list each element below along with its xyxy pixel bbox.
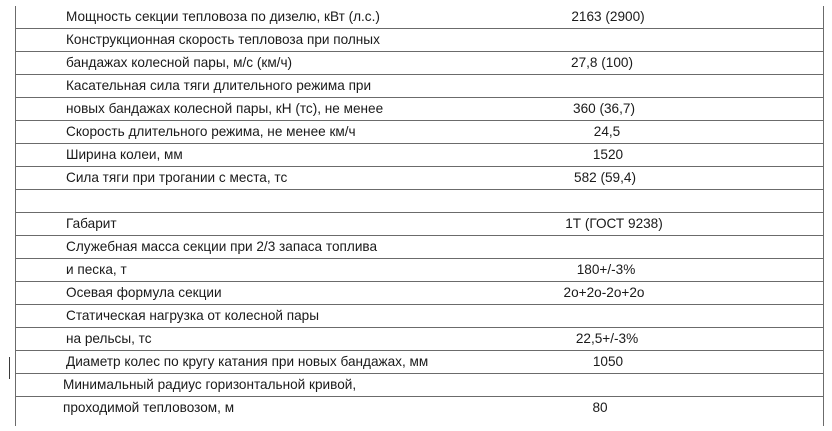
table-row <box>16 144 823 167</box>
table-row <box>16 351 823 374</box>
row-label: Конструкционная скорость тепловоза при полных <box>66 32 380 47</box>
table-row <box>16 29 823 52</box>
row-value: 2163 (2900) <box>571 9 645 24</box>
table-row <box>16 213 823 236</box>
row-value: 1520 <box>592 147 624 162</box>
table-row <box>16 259 823 282</box>
row-label: на рельсы, тс <box>66 331 152 346</box>
row-label: Касательная сила тяги длительного режима при <box>66 78 372 93</box>
table-row <box>16 328 823 351</box>
table-row <box>16 397 823 420</box>
row-value: 1050 <box>592 354 624 369</box>
table-row <box>16 6 823 29</box>
table-row <box>16 305 823 328</box>
table-row <box>16 236 823 259</box>
table-row <box>16 75 823 98</box>
row-label: Минимальный радиус горизонтальной кривой, <box>63 377 357 392</box>
table-row <box>16 98 823 121</box>
row-label: Скорость длительного режима, не менее км/ч <box>66 124 356 139</box>
row-value: 22,5+/-3% <box>575 331 639 346</box>
row-label: Диаметр колес по кругу катания при новых бандажах, мм <box>66 354 429 369</box>
row-value: 80 <box>592 400 608 415</box>
row-value: 1Т (ГОСТ 9238) <box>565 216 663 231</box>
row-value: 582 (59,4) <box>574 170 636 185</box>
margin-rule <box>9 357 10 379</box>
table-row <box>16 282 823 305</box>
row-label: Габарит <box>66 216 117 231</box>
row-value: 24,5 <box>593 124 621 139</box>
row-label: новых бандажах колесной пары, кН (тс), не менее <box>66 101 384 116</box>
row-label: Мощность секции тепловоза по дизелю, кВт (л.с.) <box>66 9 380 24</box>
row-value: 27,8 (100) <box>571 55 633 70</box>
row-label: бандажах колесной пары, м/с (км/ч) <box>66 55 293 70</box>
row-label: Ширина колеи, мм <box>66 147 183 162</box>
table-row-empty <box>16 190 823 213</box>
table-row <box>16 167 823 190</box>
row-label: и песка, т <box>66 262 127 277</box>
table-row <box>16 374 823 397</box>
row-label: Осевая формула секции <box>66 285 222 300</box>
table-row <box>16 121 823 144</box>
row-value: 180+/-3% <box>576 262 636 277</box>
row-label: Статическая нагрузка от колесной пары <box>66 308 320 323</box>
row-label: проходимой тепловозом, м <box>63 400 235 415</box>
row-value: 2о+2о-2о+2о <box>563 285 645 300</box>
row-value: 360 (36,7) <box>573 101 635 116</box>
spec-table <box>15 6 824 426</box>
table-row <box>16 52 823 75</box>
row-label: Служебная масса секции при 2/3 запаса топлива <box>66 239 378 254</box>
row-label: Сила тяги при трогании с места, тс <box>66 170 288 185</box>
